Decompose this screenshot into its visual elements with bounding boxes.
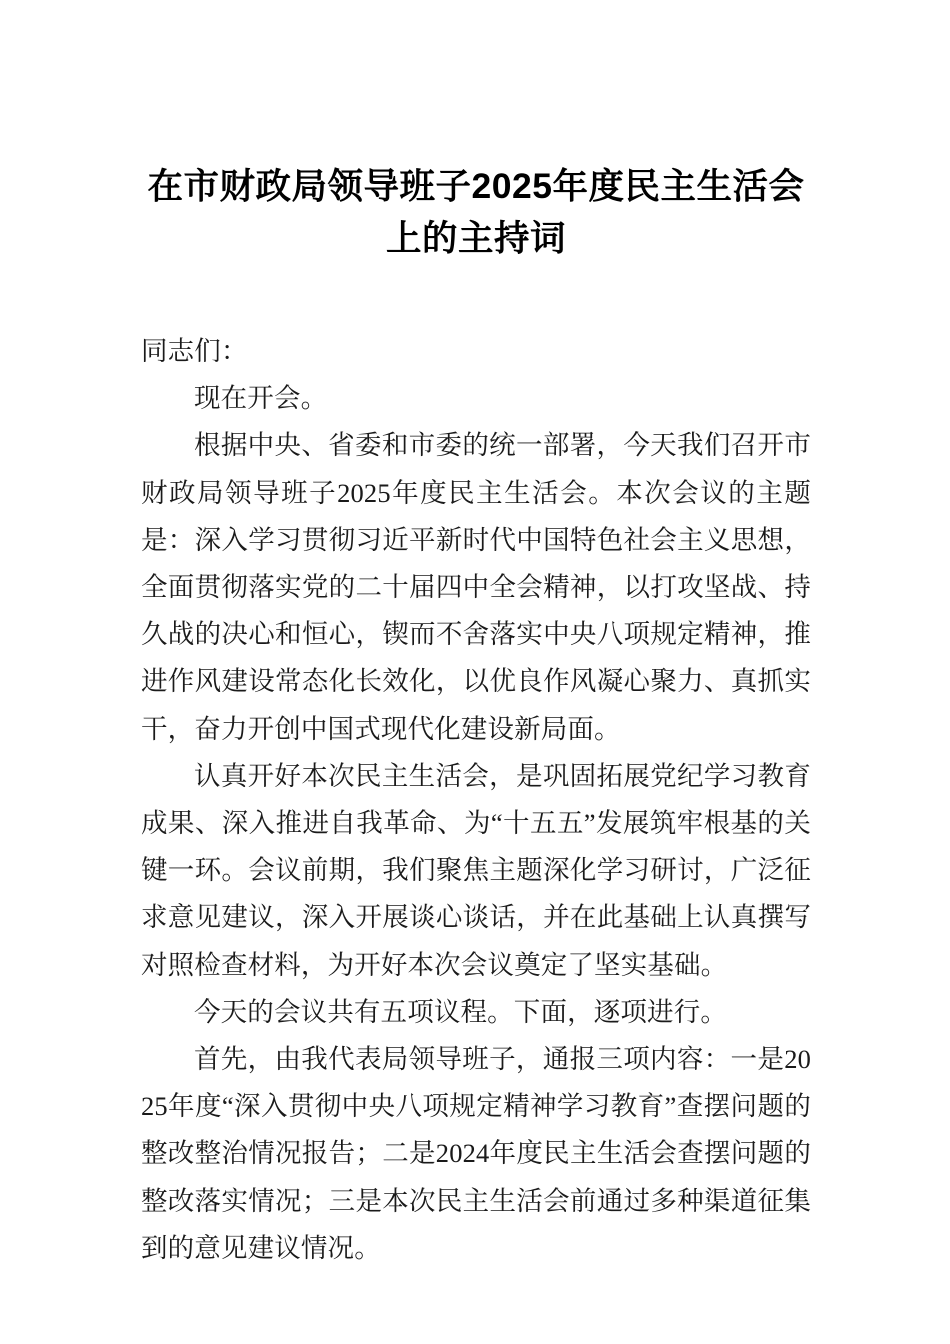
paragraph-5: 首先，由我代表局领导班子，通报三项内容：一是2025年度“深入贯彻中央八项规定精神学习教育”查摆问题的整改整治情况报告；二是2024年度民主生活会查摆问题的整改落实情况；三是本次民主生活会前通过多种渠道征集到的意见建议情况。 [141,1044,811,1263]
title-line-2: 上的主持词 [385,218,566,258]
paragraph-4: 今天的会议共有五项议程。下面，逐项进行。 [194,996,727,1027]
document-content [141,0,811,1344]
paragraph-3: 认真开好本次民主生活会，是巩固拓展党纪学习教育成果、深入推进自我革命、为“十五五”发展筑牢根基的关键一环。会议前期，我们聚焦主题深化学习研讨，广泛征求意见建议，深入开展谈心谈话，并在此基础上认真撰写对照检查材料，为开好本次会议奠定了坚实基础。 [141,760,811,980]
page-title [141,0,811,264]
paragraph-1: 现在开会。 [194,383,328,414]
paragraph-2: 根据中央、省委和市委的统一部署，今天我们召开市财政局领导班子2025年度民主生活会。本次会议的主题是：深入学习贯彻习近平新时代中国特色社会主义思想，全面贯彻落实党的二十届四中全会精神，以打攻坚战、持久战的决心和恒心，锲而不舍落实中央八项规定精神，推进作风建设常态化长效化，以优良作风凝心聚力、真抓实干，奋力开创中国式现代化建设新局面。 [141,430,811,744]
salutation: 同志们： [141,336,248,366]
title-line-1: 在市财政局领导班子2025年度民主生活会 [147,166,805,206]
page-bottom-spacer [141,1272,811,1344]
